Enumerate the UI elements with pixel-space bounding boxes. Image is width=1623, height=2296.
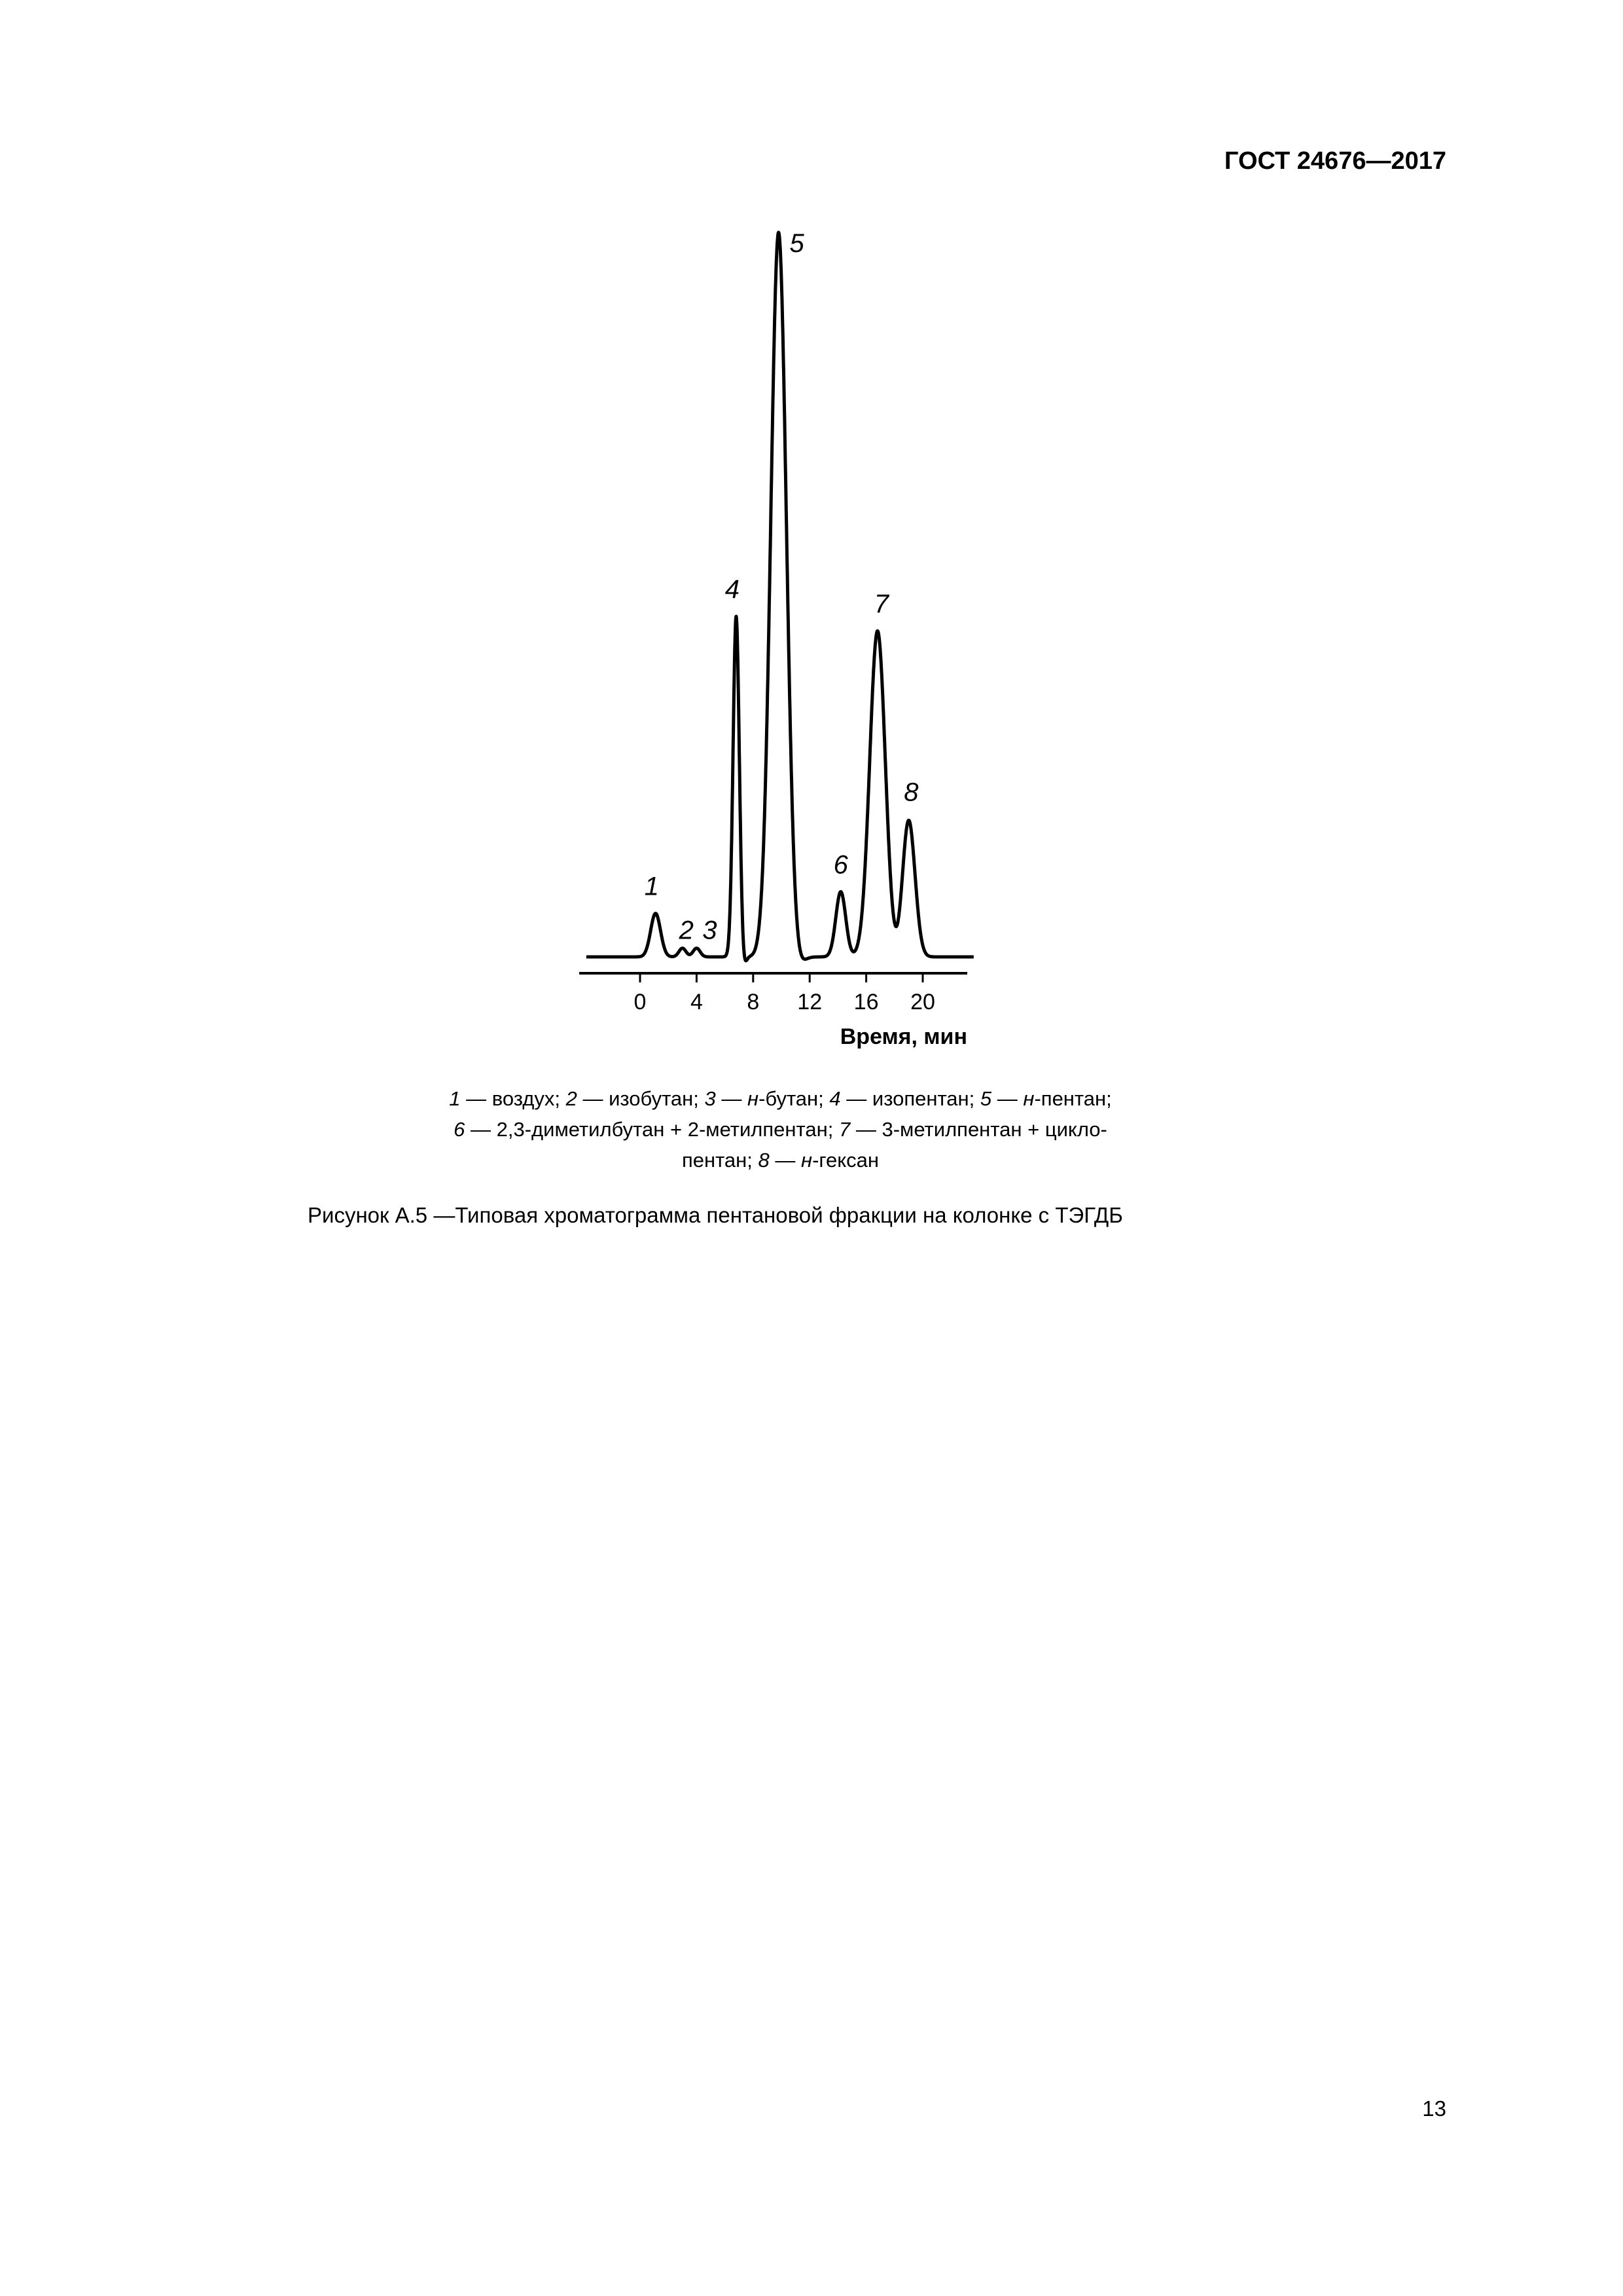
legend-line-1 [393, 1083, 1168, 1114]
peak-label-6: 6 [833, 850, 848, 880]
legend-entry-number: 8 [758, 1149, 770, 1172]
peak-label-4: 4 [724, 575, 740, 604]
legend-entry-separator: — [715, 1087, 747, 1110]
legend-entry-number: 2 [565, 1087, 577, 1110]
legend-entry-number: 1 [449, 1087, 461, 1110]
legend-entry [839, 1118, 1107, 1141]
legend-entry-number: 3 [704, 1087, 716, 1110]
legend-entry [449, 1087, 565, 1110]
legend-entry-text: -гексан [812, 1149, 880, 1172]
x-axis-title: Время, мин [840, 1024, 967, 1049]
legend-entry-number: 7 [838, 1118, 851, 1141]
legend-entry-separator: — [577, 1087, 609, 1110]
legend-entry-separator: — [850, 1118, 882, 1141]
legend-entry-prefix: н [747, 1087, 759, 1110]
legend-entry [758, 1149, 880, 1172]
legend-line-3 [393, 1145, 1168, 1175]
legend-entry-text: 3-метилпентан + цикло- [882, 1118, 1107, 1141]
legend-entry-separator: — [465, 1118, 497, 1141]
legend-entry-text: -пентан; [1034, 1087, 1112, 1110]
legend-entry-text: -бутан; [758, 1087, 830, 1110]
legend-entry-separator: — [840, 1087, 872, 1110]
legend-entry-prefix: н [1023, 1087, 1035, 1110]
legend-entry-separator: — [460, 1087, 492, 1110]
chromatogram-chart [0, 0, 1623, 1073]
figure-caption: Рисунок А.5 —Типовая хроматограмма пентановой фракции на колонке с ТЭГДБ [308, 1203, 1123, 1227]
peak-label-5: 5 [789, 229, 804, 258]
peak-label-1: 1 [644, 872, 659, 901]
x-tick-label: 4 [690, 990, 703, 1014]
legend-entry [454, 1118, 839, 1141]
standard-number: ГОСТ 24676—2017 [1224, 147, 1446, 175]
legend-entry-text: изопентан; [872, 1087, 980, 1110]
legend-entry [705, 1087, 830, 1110]
peak-label-8: 8 [904, 778, 919, 807]
legend-entry-text: 2,3-диметилбутан + 2-метилпентан; [496, 1118, 839, 1141]
x-tick-label: 8 [747, 990, 760, 1014]
peak-label-7: 7 [874, 589, 889, 619]
legend-entry-separator: — [991, 1087, 1024, 1110]
legend-entry-number: 6 [454, 1118, 465, 1141]
x-tick-label: 12 [797, 990, 823, 1014]
page-number: 13 [1422, 2096, 1446, 2121]
legend-entry-text: изобутан; [609, 1087, 705, 1110]
legend-entry [829, 1087, 980, 1110]
legend-entry-prefix: н [801, 1149, 813, 1172]
chromatogram-trace [586, 232, 974, 961]
peak-label-3: 3 [702, 916, 717, 945]
legend-entry-number: 5 [980, 1087, 992, 1110]
legend-entry [566, 1087, 705, 1110]
peak-label-2: 2 [679, 916, 694, 945]
legend-entry-text: пентан; [681, 1149, 758, 1172]
legend-entry [682, 1149, 758, 1172]
x-tick-label: 0 [633, 990, 647, 1014]
legend-entry-separator: — [769, 1149, 802, 1172]
x-tick-label: 16 [853, 990, 879, 1014]
legend-entry [980, 1087, 1112, 1110]
legend-entry-number: 4 [829, 1087, 841, 1110]
legend-entry-text: воздух; [491, 1087, 566, 1110]
legend-line-2 [393, 1114, 1168, 1145]
figure-legend [393, 1083, 1168, 1175]
x-tick-label: 20 [910, 990, 935, 1014]
